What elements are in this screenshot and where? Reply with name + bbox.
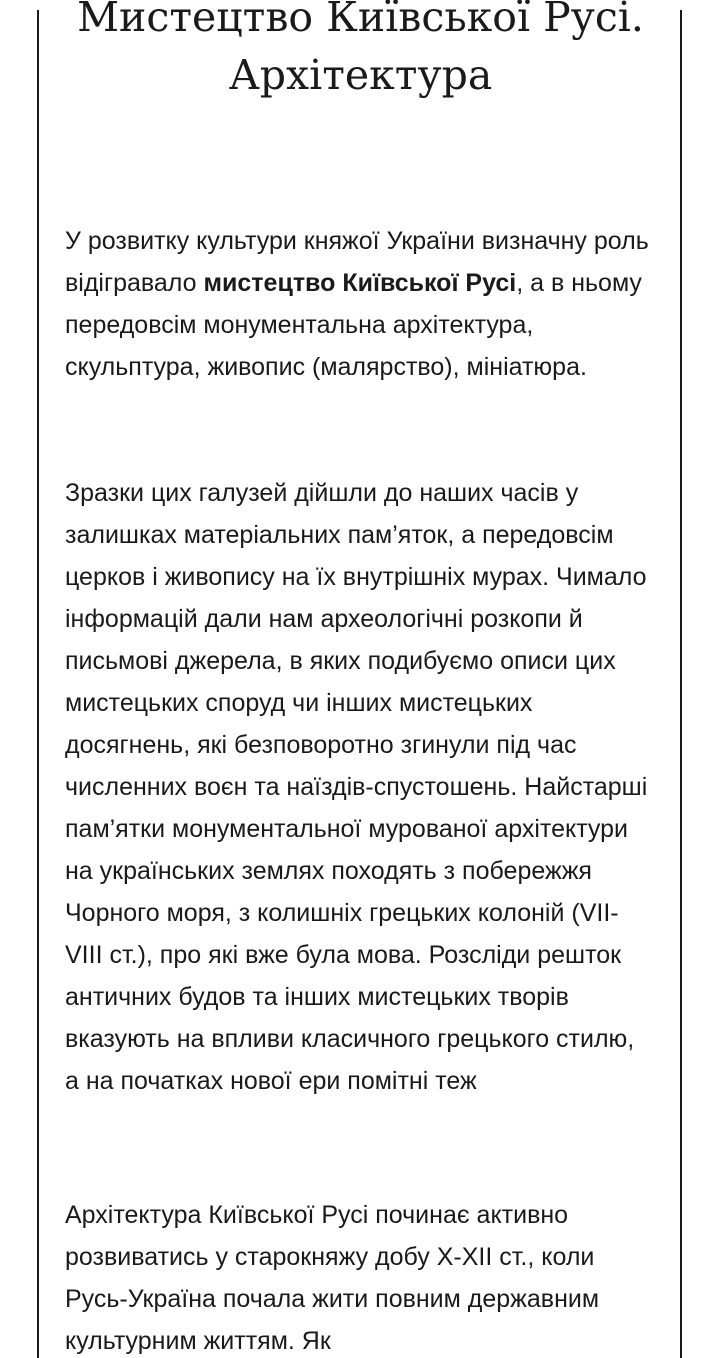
- title-line-1: Мистецтво Київської Русі.: [77, 0, 644, 41]
- page-title: [39, 0, 682, 104]
- intro-text-end: , а в ньому передовсім монументальна архітектура, скульптура, живопис (малярство), мініатюра.: [65, 269, 642, 381]
- intro-bold-term: мистецтво Київської Русі: [203, 269, 517, 297]
- intro-text-start: У розвитку культури княжої України визначну роль відігравало: [65, 227, 649, 297]
- intro-paragraph: [65, 220, 650, 388]
- history-paragraph: Зразки цих галузей дійшли до наших часів у залишках матеріальних пам’яток, а передовсім церков і живопису на їх внутрішніх мурах. Чимало інформацій дали нам археологічні розкопи й письмові джерела, в яких подибуємо описи цих мистецьких споруд чи інших мистецьких досягнень, які безповоротно згинули під час численних воєн та наїздів-спустошень. Найстарші пам’ятки монументальної мурованої архітектури на українських землях походять з побережжя Чорного моря, з колишніх грецьких колоній (VII-VIII ст.), про які вже була мова. Розсліди решток античних будов та інших мистецьких творів вказують на впливи класичного грецького стилю, а на початках нової ери помітні теж: [65, 479, 648, 1095]
- title-line-2: Архітектура: [228, 51, 493, 99]
- architecture-paragraph: Архітектура Київської Русі починає активно розвиватись у старокняжу добу X-XII ст., коли Русь-Україна почала жити повним державним культурним життям. Як: [65, 1201, 600, 1355]
- scrollable-text-box[interactable]: [65, 472, 655, 1170]
